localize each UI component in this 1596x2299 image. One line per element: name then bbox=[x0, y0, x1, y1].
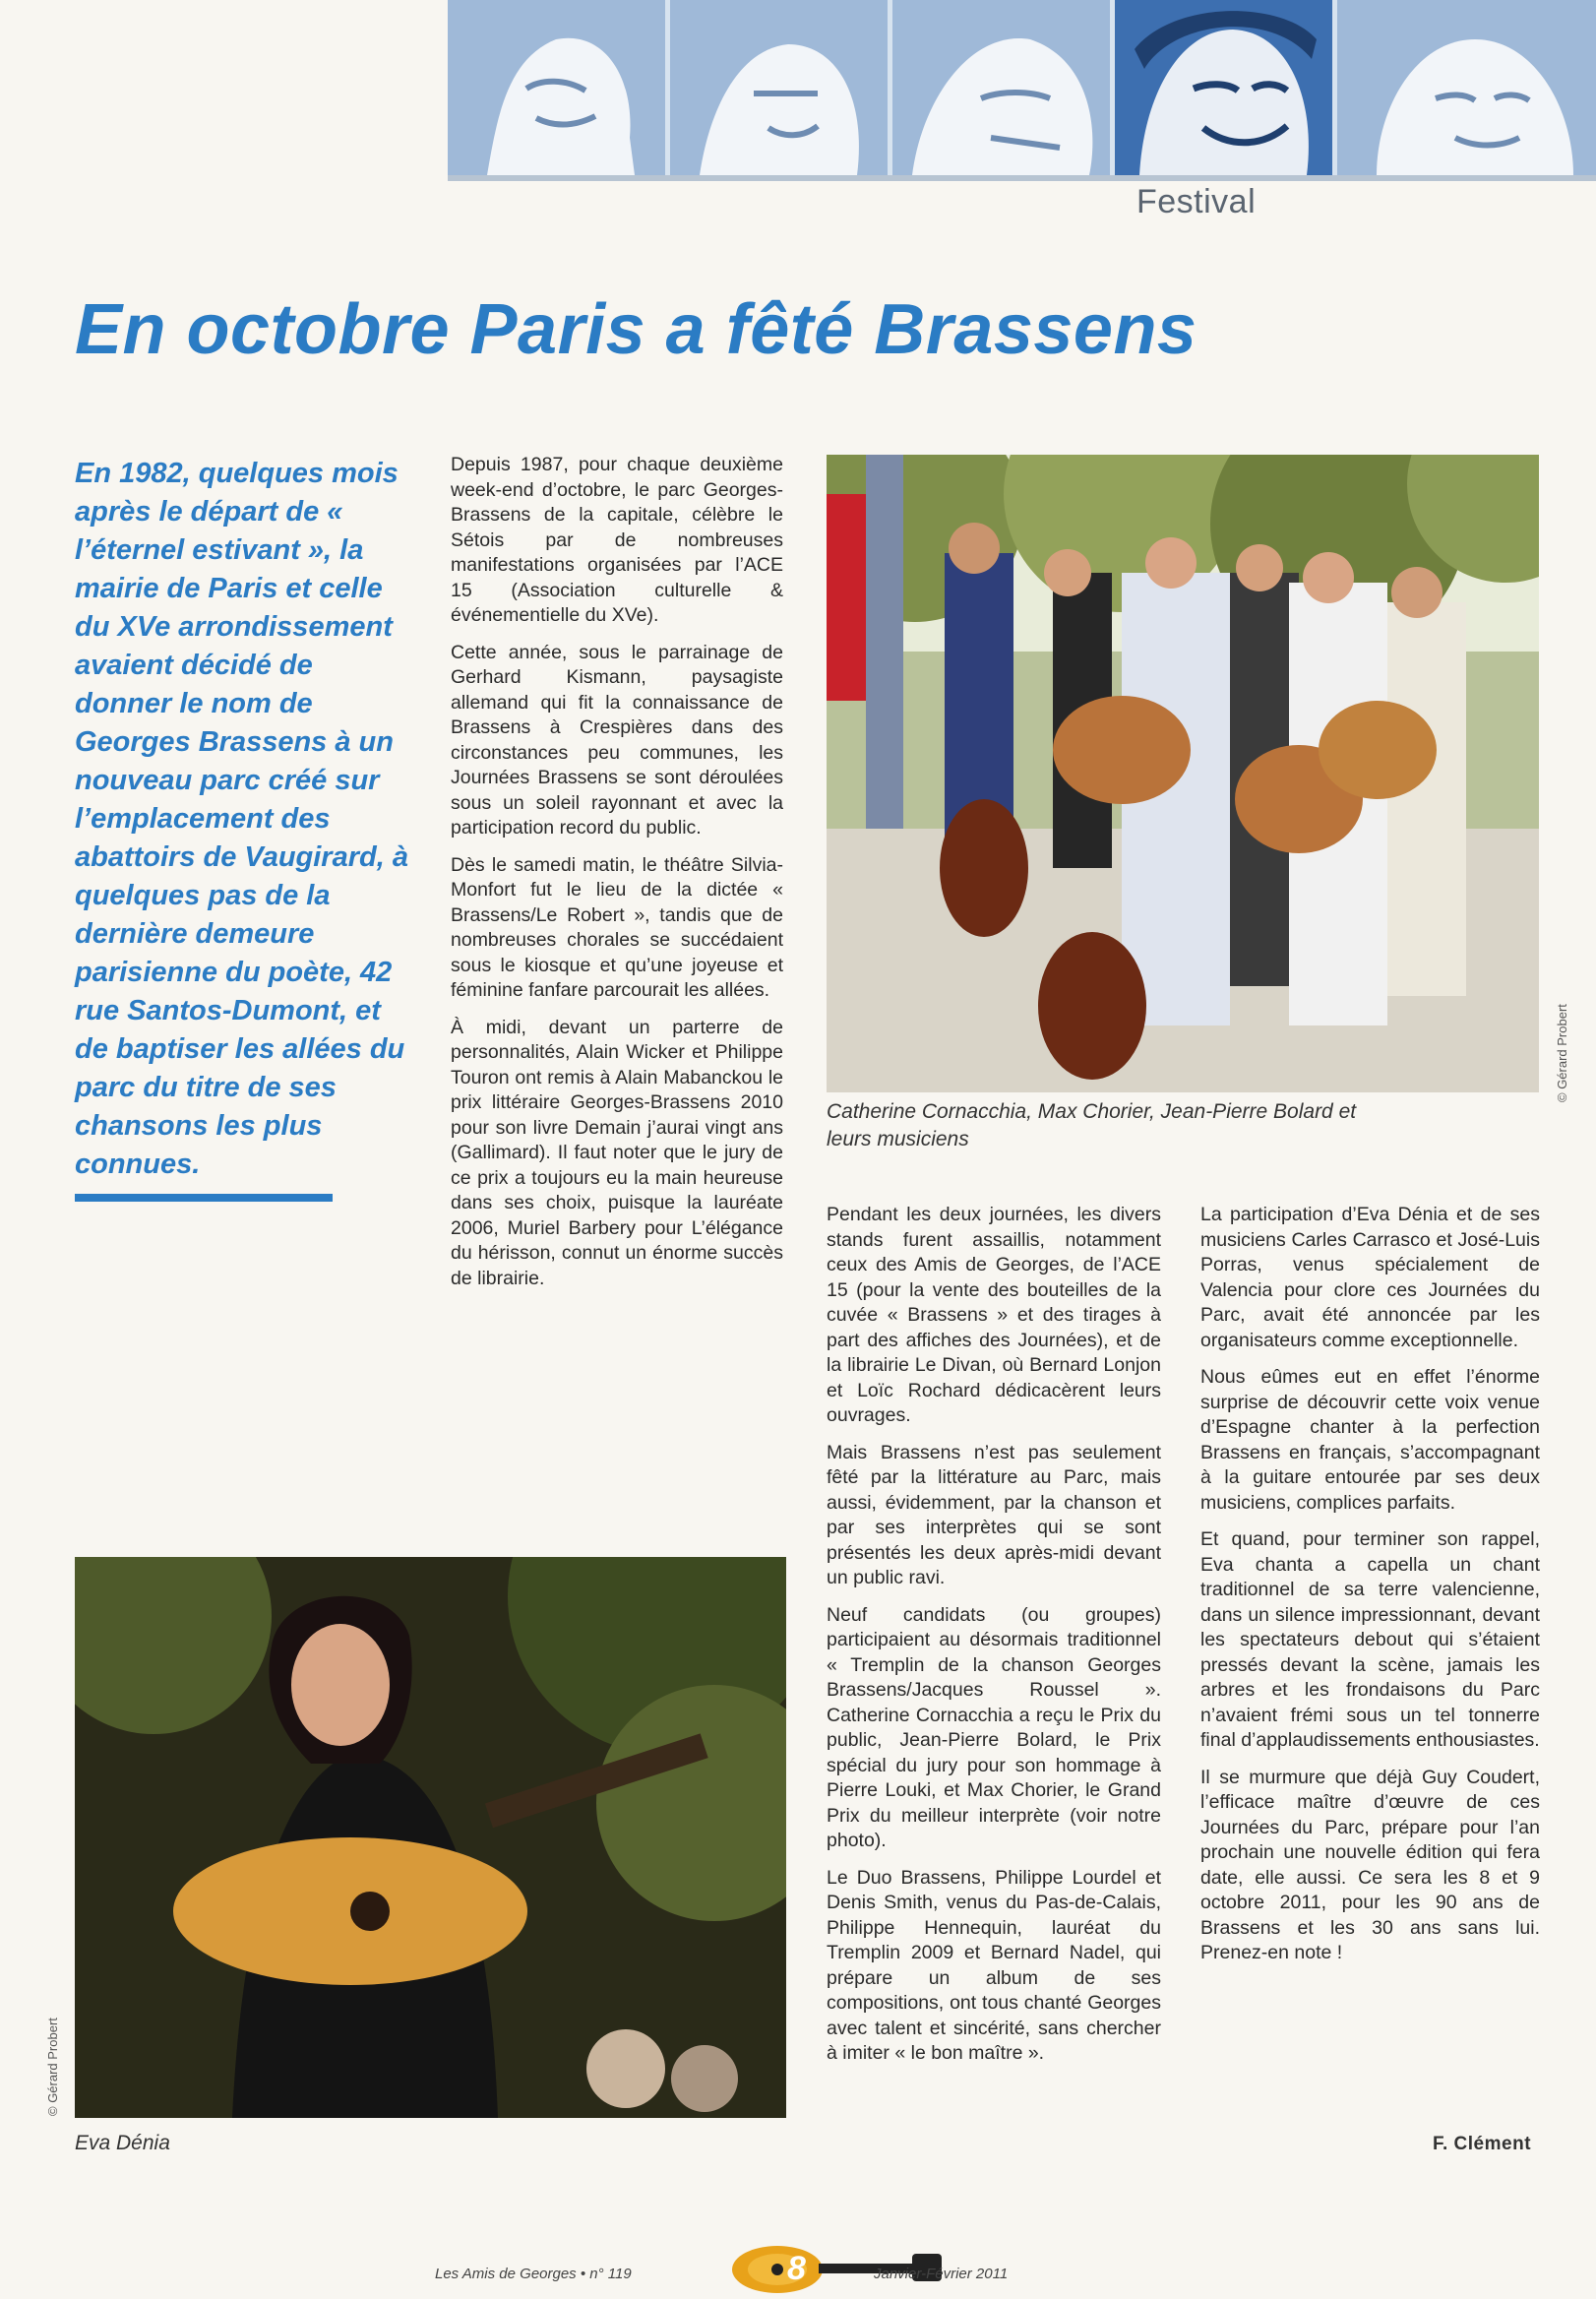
paragraph: Mais Brassens n’est pas seulement fêté par la littérature au Parc, mais aussi, évidemment, par la chanson et par ses interprètes qui se sont présentés les deux après-midi devant un public ravi. bbox=[827, 1441, 1161, 1588]
portrait-4-image bbox=[1115, 0, 1332, 175]
portrait-5 bbox=[1337, 0, 1596, 175]
photo-eva-denia-caption: Eva Dénia bbox=[75, 2132, 170, 2154]
photo-musicians-caption: Catherine Cornacchia, Max Chorier, Jean-Pierre Bolard et leurs musiciens bbox=[827, 1100, 1357, 1150]
lede-underline bbox=[75, 1194, 333, 1202]
portrait-3-image bbox=[892, 0, 1110, 175]
article-column-2 bbox=[827, 1203, 1161, 2079]
paragraph: Dès le samedi matin, le théâtre Silvia-Monfort fut le lieu de la dictée « Brassens/Le Robert », tandis que de nombreuses chorales se succédaient sous le kiosque et qu’une joyeuse et féminine fanfare parcourait les allées. bbox=[451, 853, 783, 1001]
header-banner bbox=[448, 0, 1596, 175]
paragraph: La participation d’Eva Dénia et de ses musiciens Carles Carrasco et José-Luis Porras, venus spécialement de Valencia pour clore ces Journées du Parc, avait été annoncée par les organisateurs comme exceptionnelle. bbox=[1200, 1204, 1540, 1351]
portrait-2-image bbox=[670, 0, 888, 175]
article-title: En octobre Paris a fêté Brassens bbox=[75, 290, 1197, 369]
photo-eva-denia-credit: © Gérard Probert bbox=[45, 2018, 60, 2116]
page-footer bbox=[0, 2250, 1596, 2291]
footer-date: Janvier-Février 2011 bbox=[874, 2266, 1009, 2282]
photo-musicians bbox=[827, 455, 1539, 1092]
paragraph: Neuf candidats (ou groupes) participaient au désormais traditionnel « Tremplin de la chanson Georges Brassens/Jacques Roussel ». Catherine Cornacchia a reçu le Prix du public, Jean-Pierre Bolard, le Prix spécial du jury pour son hommage à Pierre Louki, et Max Chorier, le Grand Prix du meilleur interprète (voir notre photo). bbox=[827, 1603, 1161, 1851]
photo-eva-denia-image bbox=[75, 1557, 786, 2118]
portrait-5-image bbox=[1337, 0, 1596, 175]
paragraph: À midi, devant un parterre de personnalités, Alain Wicker et Philippe Touron ont remis à Alain Mabanckou le prix littéraire Georges-Brassens 2010 pour son livre Demain j’aurai vingt ans (Gallimard). Il faut noter que le jury de ce prix a toujours eu la main heureuse dans ses choix, puisque la lauréate 2006, Muriel Barbery pour L’élégance du hérisson, connut un énorme succès de librairie. bbox=[451, 1016, 783, 1289]
paragraph: Le Duo Brassens, Philippe Lourdel et Denis Smith, venus du Pas-de-Calais, Philippe Hennequin, lauréat du Tremplin 2009 et Bernard Nadel, qui prépare un album de ses compositions, ont tous chanté Georges avec talent et sincérité, sans chercher à imiter « le bon maître ». bbox=[827, 1866, 1161, 2064]
section-label: Festival bbox=[1136, 183, 1257, 220]
article-lede bbox=[75, 455, 409, 1202]
portrait-1-image bbox=[448, 0, 665, 175]
portrait-2 bbox=[670, 0, 888, 175]
author-signature: F. Clément bbox=[1433, 2134, 1532, 2154]
portrait-4 bbox=[1115, 0, 1332, 175]
photo-musicians-credit: © Gérard Probert bbox=[1555, 1004, 1569, 1102]
footer-publication: Les Amis de Georges • n° 119 bbox=[435, 2266, 632, 2282]
photo-eva-denia bbox=[75, 1557, 786, 2118]
photo-musicians-image bbox=[827, 455, 1539, 1092]
paragraph: Et quand, pour terminer son rappel, Eva chanta a capella un chant traditionnel de sa terre valencienne, dans un silence impressionnant, devant les spectateurs debout qui s’étaient pressés devant la scène, jamais les arbres et les frondaisons du Parc n’avaient frémi sous un tel tonnerre final d’applaudissements enthousiastes. bbox=[1200, 1528, 1540, 1751]
portrait-1 bbox=[448, 0, 665, 175]
banner-shadow bbox=[448, 175, 1596, 181]
article-column-3 bbox=[1200, 1203, 1540, 1978]
paragraph: Cette année, sous le parrainage de Gerhard Kismann, paysagiste allemand qui fit la connaissance de Brassens à Crespières dans des circonstances peu communes, les Journées Brassens se sont déroulées sous un soleil rayonnant et avec la participation record du public. bbox=[451, 641, 783, 839]
portrait-3 bbox=[892, 0, 1110, 175]
page-number: 8 bbox=[787, 2250, 806, 2287]
paragraph: Pendant les deux journées, les divers stands furent assaillis, notamment ceux des Amis de Georges, de l’ACE 15 (pour la vente des bouteilles de la cuvée « Brassens » et des tirages à part des affiches des Journées), et de la librairie Le Divan, où Bernard Lonjon et Loïc Rochard dédicacèrent leurs ouvrages. bbox=[827, 1204, 1161, 1426]
article-column-1 bbox=[451, 453, 783, 1303]
paragraph: Nous eûmes eut en effet l’énorme surprise de découvrir cette voix venue d’Espagne chanter à la perfection Brassens en français, s’accompagnant à la guitare entourée par ses deux musiciens, complices parfaits. bbox=[1200, 1366, 1540, 1514]
paragraph: Depuis 1987, pour chaque deuxième week-end d’octobre, le parc Georges-Brassens de la capitale, célèbre le Sétois par de nombreuses manifestations organisées par l’ACE 15 (Association culturelle & événementielle du XVe). bbox=[451, 454, 783, 626]
lede-text: En 1982, quelques mois après le départ de « l’éternel estivant », la mairie de Paris et celle du XVe arrondissement avaient décidé de donner le nom de Georges Brassens à un nouveau parc créé sur l’emplacement des abattoirs de Vaugirard, à quelques pas de la dernière demeure parisienne du poète, 42 rue Santos-Dumont, et de baptiser les allées du parc du titre de ses chansons les plus connues. bbox=[75, 458, 408, 1180]
paragraph: Il se murmure que déjà Guy Coudert, l’efficace maître d’œuvre de ces Journées du Parc, prépare pour l’an prochain une nouvelle édition qui fera date, elle aussi. Ce sera les 8 et 9 octobre 2011, pour les 90 ans de Brassens et les 30 ans sans lui. Prenez-en note ! bbox=[1200, 1766, 1540, 1963]
